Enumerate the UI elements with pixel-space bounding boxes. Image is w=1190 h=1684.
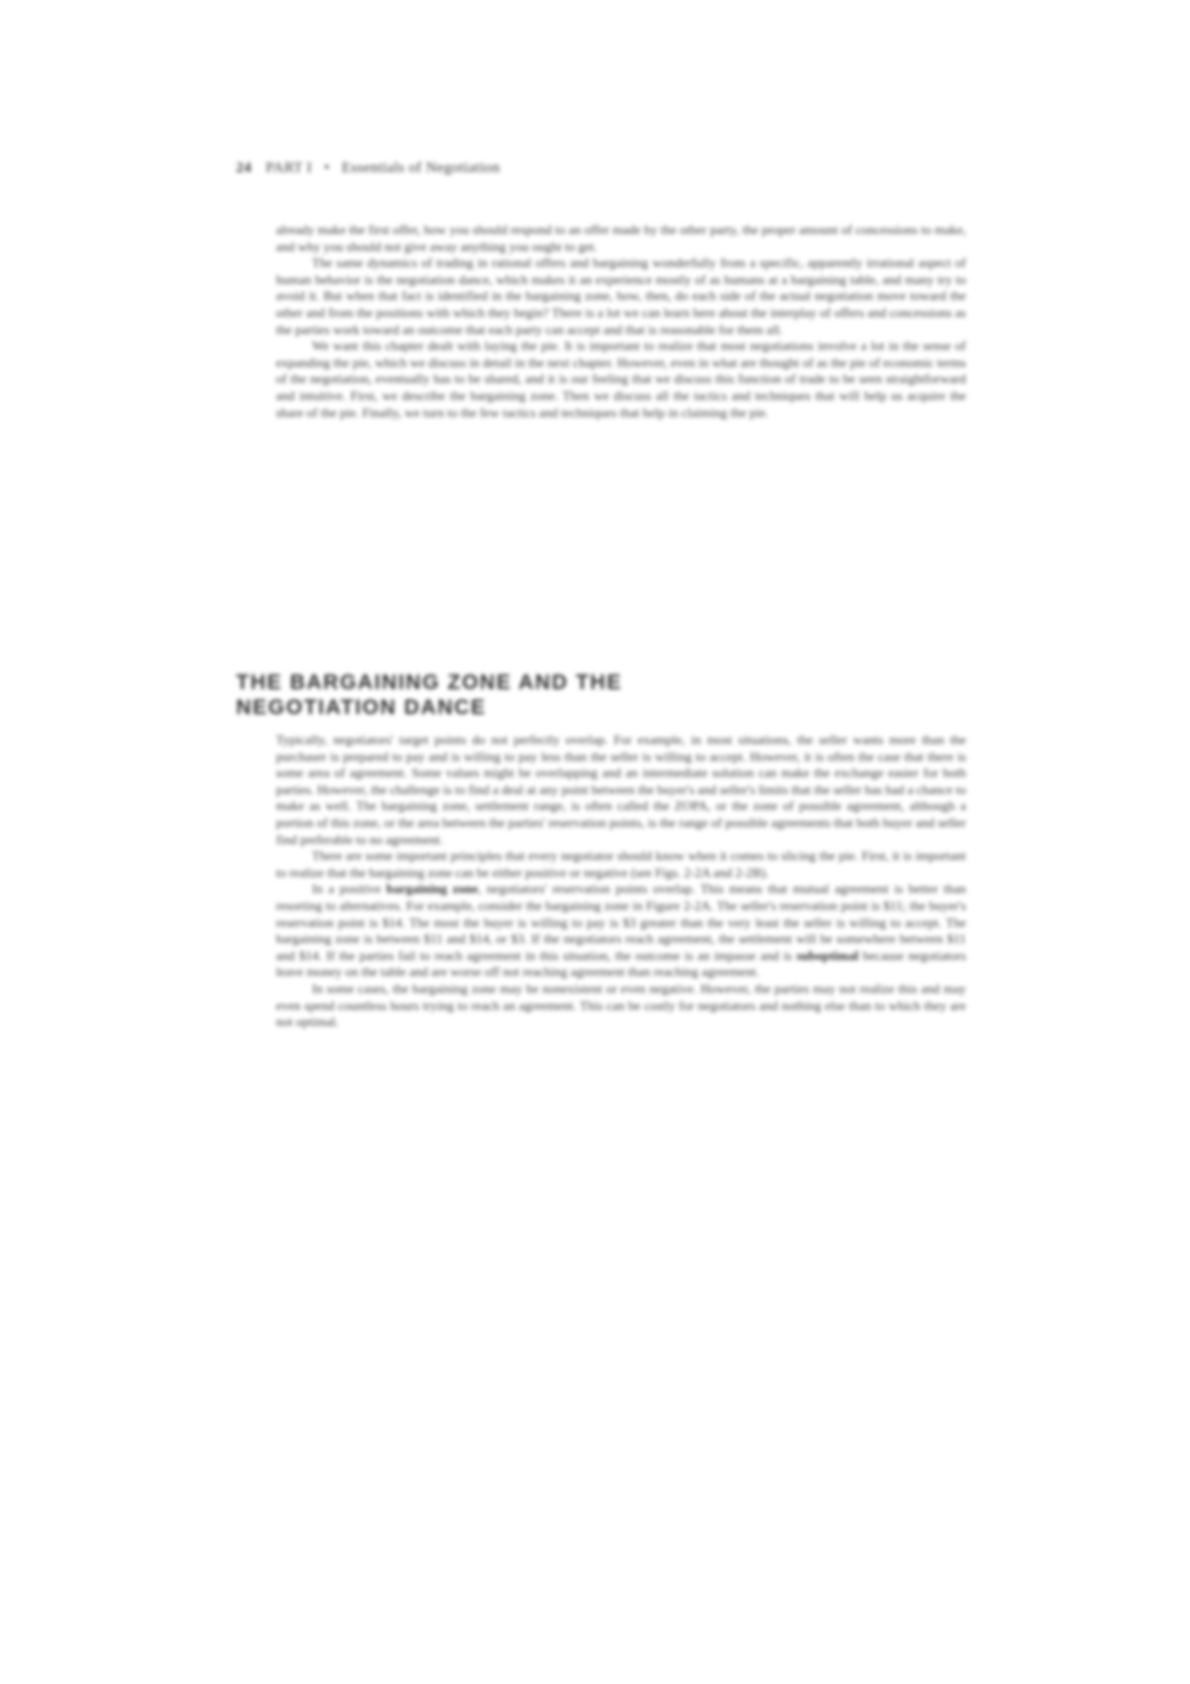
section-heading-line-2: NEGOTIATION DANCE [236,696,487,719]
page-number: 24 [236,160,252,176]
section-text [276,732,966,1031]
separator-bullet: • [324,160,330,176]
running-title: Essentials of Negotiation [341,160,501,176]
paragraph: There are some important principles that every negotiator should know when it comes to slicing the pie. First, it is important to realize that the bargaining zone can be either positive or negative (see Figs. 2-2A and 2-2B). [276,848,966,880]
key-term: suboptimal [796,947,859,963]
key-term: bargaining zone [386,881,478,897]
section-heading-line-1: THE BARGAINING ZONE AND THE [236,671,623,694]
section-heading [236,670,622,720]
paragraph: already make the first offer, how you should respond to an offer made by the other party, the proper amount of concessions to make, and why you should not give away anything you ought to get. [276,222,966,254]
paragraph: We want this chapter dealt with laying the pie. It is important to realize that most negotiations involve a lot in the sense of expanding the pie, which we discuss in detail in the next chapter. However, even in what are thought of as the pie of economic terms of the negotiation, eventually has to be shared, and it is our feeling that we discuss this function of trade to be seen straightforward and intuitive. First, we describe the bargaining zone. Then we discuss all the tactics and techniques that will help us acquire the share of the pie. Finally, we turn to the few tactics and techniques that help in claiming the pie. [276,338,966,420]
running-head [236,160,500,177]
paragraph: In some cases, the bargaining zone may be nonexistent or even negative. However, the parties may not realize this and may even spend countless hours trying to reach an agreement. This can be costly for negotiators and nothing else than to which they are not optimal. [276,980,966,1030]
part-label: PART I [265,160,313,176]
intro-text [276,222,966,421]
paragraph: The same dynamics of trading in rational offers and bargaining wonderfully from a specific, apparently irrational aspect of human behavior is the negotiation dance, which makes it an experience mostly of as humans at a bargaining table, and many try to avoid it. But when that fact is identified in the bargaining zone, how, then, do each side of the actual negotiation move toward the other and from the positions with which they begin? There is a lot we can learn here about the interplay of offers and concessions as the parties work toward an outcome that each party can accept and that is reasonable for them all. [276,255,966,337]
paragraph: In a positive bargaining zone, negotiators' reservation points overlap. This means that mutual agreement is better than resorting to alternatives. For example, consider the bargaining zone in Figure 2-2A. The seller's reservation point is $11; the buyer's reservation point is $14. The most the buyer is willing to pay is $3 greater than the very least the seller is willing to accept. The bargaining zone is between $11 and $14, or $3. If the negotiators reach agreement, the settlement will be somewhere between $11 and $14. If the parties fail to reach agreement in this situation, the outcome is an impasse and is suboptimal because negotiators leave money on the table and are worse off not reaching agreement than reaching agreement. [276,881,967,980]
paragraph: Typically, negotiators' target points do not perfectly overlap. For example, in most situations, the seller wants more than the purchaser is prepared to pay and is willing to pay less than the seller is willing to accept. However, it is often the case that there is some area of agreement. Some values might be overlapping and an intermediate solution can make the exchange easier for both parties. However, the challenge is to find a deal at any point between the buyer's and seller's limits that the seller has had a chance to make as well. The bargaining zone, settlement range, is often called the ZOPA, or the zone of possible agreement, although a portion of this zone, or the area between the parties' reservation points, is the range of possible agreements that both buyer and seller find preferable to no agreement. [276,732,966,847]
